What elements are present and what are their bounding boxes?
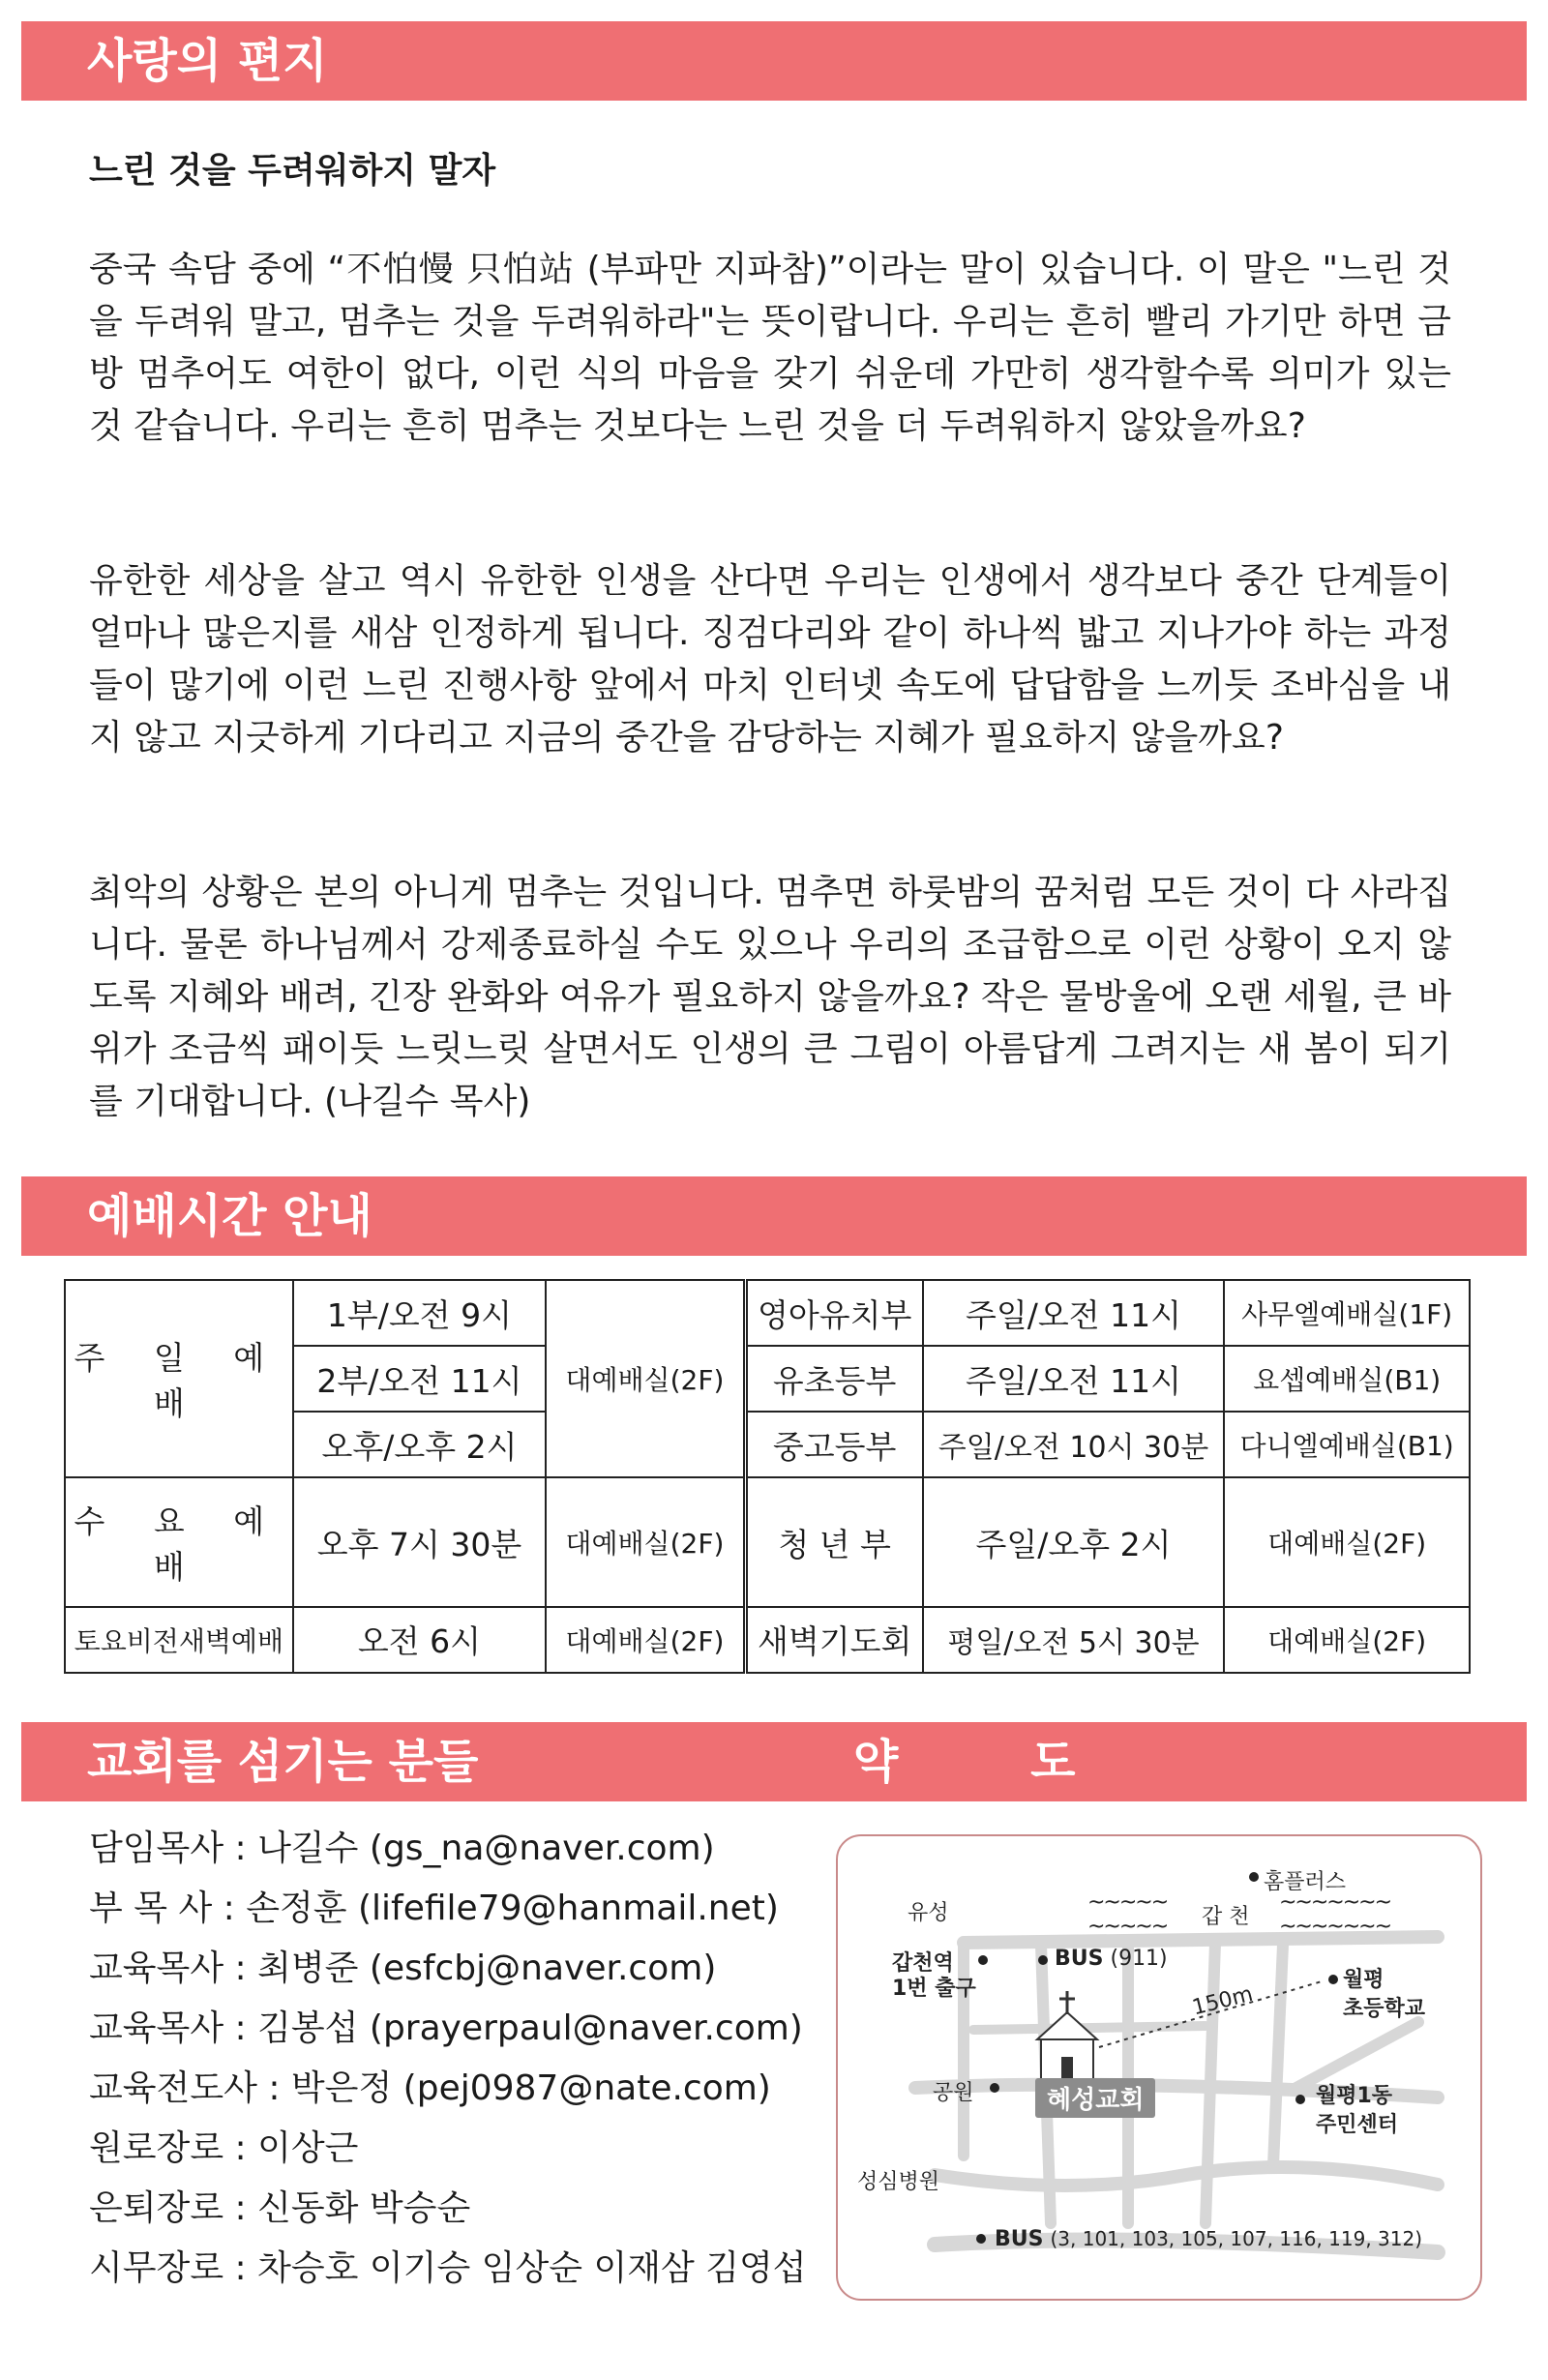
staff-name: 나길수 (gs_na@naver.com) — [257, 1829, 715, 1868]
dept-name: 청 년 부 — [745, 1477, 923, 1606]
staff-role: 시무장로 — [89, 2248, 224, 2288]
table-row — [65, 1280, 1470, 1346]
table-row — [65, 1607, 1470, 1673]
dept-time: 주일/오전 11시 — [923, 1346, 1225, 1412]
marker-dot — [1295, 2095, 1305, 2104]
list-item: 시무장로 : 차승호 이기승 임상순 이재삼 김영섭 — [89, 2248, 807, 2288]
dept-time: 주일/오후 2시 — [923, 1477, 1225, 1606]
staff-name: 차승호 이기승 임상순 이재삼 김영섭 — [257, 2248, 807, 2288]
label-bus-top — [1055, 1947, 1168, 1971]
center-line-1: 월평1동 — [1316, 2084, 1393, 2108]
staff-section-title: 교회를 섬기는 분들 — [87, 1735, 479, 1789]
table-row — [65, 1477, 1470, 1606]
letter-paragraph-2: 유한한 세상을 살고 역시 유한한 인생을 산다면 우리는 인생에서 생각보다 중간 단계들이 얼마나 많은지를 새삼 인정하게 됩니다. 징검다리와 같이 하나씩 밟고 지나가야 하는 과정들이 많기에 이런 느린 진행사항 앞에서 마치 인터넷 속도에 답답함을 느끼듯 조바심을 내지 않고 지긋하게 기다리고 지금의 중간을 감당하는 지혜가 필요하지 않을까요? — [89, 561, 1451, 758]
sunday-service-place: 대예배실(2F) — [546, 1280, 745, 1477]
dept-place: 사무엘예배실(1F) — [1224, 1280, 1470, 1346]
dept-place: 다니엘예배실(B1) — [1224, 1412, 1470, 1477]
saturday-time: 오전 6시 — [293, 1607, 547, 1673]
label-hospital: 성심병원 — [857, 2170, 940, 2194]
list-item: 은퇴장로 : 신동화 박승순 — [89, 2188, 471, 2228]
station-exit: 1번 출구 — [892, 1977, 976, 2001]
sunday-service-label: 주 일 예 배 — [65, 1280, 293, 1477]
church-label-box — [1035, 2078, 1155, 2118]
road — [1273, 1945, 1283, 2165]
saturday-service-label: 토요비전새벽예배 — [65, 1607, 293, 1673]
staff-name: 이상근 — [257, 2128, 359, 2168]
dept-place: 대예배실(2F) — [1224, 1477, 1470, 1606]
staff-section-banner — [21, 1722, 1527, 1801]
label-community-center — [1316, 2082, 1398, 2140]
label-bus-bottom — [995, 2227, 1422, 2251]
dept-place: 대예배실(2F) — [1224, 1607, 1470, 1673]
dept-name: 새벽기도회 — [745, 1607, 923, 1673]
letter-paragraph-1: 중국 속담 중에 “不怕慢 只怕站 (부파만 지파참)”이라는 말이 있습니다. 이 말은 "느린 것을 두려워 말고, 멈추는 것을 두려워하라"는 뜻이랍니다. 우리는 흔히 빨리 가기만 하면 금방 멈추어도 여한이 없다, 이런 식의 마음을 갖기 쉬운데 가만히 생각할수록 의미가 있는 것 같습니다. 우리는 흔히 멈추는 것보다는 느린 것을 더 두려워하지 않았을까요? — [89, 250, 1451, 446]
label-yuseong: 유성 — [908, 1901, 949, 1925]
dept-time: 평일/오전 5시 30분 — [923, 1607, 1225, 1673]
marker-dot — [1249, 1872, 1259, 1882]
letter-title: 느린 것을 두려워하지 말자 — [89, 151, 496, 191]
center-line-2: 주민센터 — [1316, 2113, 1399, 2137]
list-item: 부 목 사 : 손정훈 (lifefile79@hanmail.net) — [89, 1889, 779, 1928]
label-school — [1343, 1966, 1425, 2024]
station-name: 갑천역 — [892, 1951, 954, 1976]
marker-dot — [978, 1955, 988, 1965]
bus-bottom-numbers: (3, 101, 103, 105, 107, 116, 119, 312) — [1050, 2227, 1423, 2250]
marker-dot — [990, 2083, 999, 2093]
label-exit — [892, 1972, 976, 2002]
dept-time: 주일/오전 10시 30분 — [923, 1412, 1225, 1477]
label-homeplus: 홈플러스 — [1264, 1870, 1347, 1894]
letter-paragraph-3: 최악의 상황은 본의 아니게 멈추는 것입니다. 멈추면 하룻밤의 꿈처럼 모든 것이 다 사라집니다. 물론 하나님께서 강제종료하실 수도 있으나 우리의 조급함으로 이런 상황이 오지 않도록 지혜와 배려, 긴장 완화와 여유가 필요하지 않을까요? 작은 물방울에 오랜 세월, 큰 바위가 조금씩 패이듯 느릿느릿 살면서도 인생의 큰 그림이 아름답게 그려지는 새 봄이 되기를 기대합니다. (나길수 목사) — [89, 873, 1451, 1121]
stream-wave-right: ~~~~~~~ ~~~~~~~ — [1279, 1890, 1391, 1939]
staff-role: 은퇴장로 — [89, 2188, 224, 2228]
list-item: 교육전도사 : 박은정 (pej0987@nate.com) — [89, 2068, 771, 2108]
staff-name: 손정훈 (lifefile79@hanmail.net) — [246, 1889, 779, 1928]
worship-schedule-table — [64, 1279, 1471, 1674]
wednesday-place: 대예배실(2F) — [546, 1477, 745, 1606]
dept-time: 주일/오전 11시 — [923, 1280, 1225, 1346]
dept-name: 영아유치부 — [745, 1280, 923, 1346]
stream-wave-left: ~~~~~ ~~~~~ — [1087, 1890, 1168, 1939]
letter-section-banner — [21, 21, 1527, 101]
sunday-time-1: 1부/오전 9시 — [293, 1280, 547, 1346]
staff-role: 담임목사 — [89, 1829, 224, 1868]
label-park: 공원 — [933, 2081, 974, 2105]
staff-name: 신동화 박승순 — [257, 2188, 471, 2228]
marker-dot — [1328, 1975, 1338, 1984]
map-section-title: 약 도 — [853, 1735, 1134, 1789]
church-name: 혜성교회 — [1047, 2086, 1145, 2115]
road — [1293, 2022, 1418, 2090]
list-item: 원로장로 : 이상근 — [89, 2128, 359, 2168]
staff-name: 김봉섭 (prayerpaul@naver.com) — [257, 2008, 803, 2048]
school-line-1: 월평 — [1343, 1968, 1384, 1992]
staff-list — [89, 1819, 807, 2299]
marker-dot — [1038, 1955, 1048, 1965]
list-item: 교육목사 : 최병준 (esfcbj@naver.com) — [89, 1949, 717, 1988]
road — [973, 2026, 1206, 2030]
dept-name: 중고등부 — [745, 1412, 923, 1477]
staff-role: 교육목사 — [89, 1949, 224, 1988]
staff-role: 부 목 사 — [89, 1889, 213, 1928]
letter-section-title: 사랑의 편지 — [87, 34, 328, 88]
bus-bottom-label: BUS — [995, 2227, 1044, 2251]
marker-dot — [976, 2234, 986, 2244]
label-distance: 150m — [1189, 1981, 1256, 2021]
road — [935, 2167, 1438, 2186]
worship-section-title: 예배시간 안내 — [87, 1189, 372, 1243]
staff-name: 최병준 (esfcbj@naver.com) — [257, 1949, 717, 1988]
sunday-time-2: 2부/오전 11시 — [293, 1346, 547, 1412]
sunday-time-3: 오후/오후 2시 — [293, 1412, 547, 1477]
saturday-place: 대예배실(2F) — [546, 1607, 745, 1673]
dept-place: 요셉예배실(B1) — [1224, 1346, 1470, 1412]
wednesday-time: 오후 7시 30분 — [293, 1477, 547, 1606]
staff-role: 교육전도사 — [89, 2068, 257, 2108]
staff-role: 원로장로 — [89, 2128, 224, 2168]
dept-name: 유초등부 — [745, 1346, 923, 1412]
worship-section-banner — [21, 1176, 1527, 1256]
staff-role: 교육목사 — [89, 2008, 224, 2048]
bus-top-label: BUS — [1055, 1947, 1104, 1971]
list-item: 담임목사 : 나길수 (gs_na@naver.com) — [89, 1829, 715, 1868]
road — [1206, 1943, 1215, 2223]
school-line-2: 초등학교 — [1343, 1997, 1426, 2021]
label-stream: 갑 천 — [1202, 1905, 1250, 1929]
church-location-map — [836, 1834, 1482, 2301]
list-item: 교육목사 : 김봉섭 (prayerpaul@naver.com) — [89, 2008, 803, 2048]
staff-name: 박은정 (pej0987@nate.com) — [290, 2068, 771, 2108]
wednesday-service-label: 수 요 예 배 — [65, 1477, 293, 1606]
bus-top-number: (911) — [1110, 1947, 1168, 1971]
